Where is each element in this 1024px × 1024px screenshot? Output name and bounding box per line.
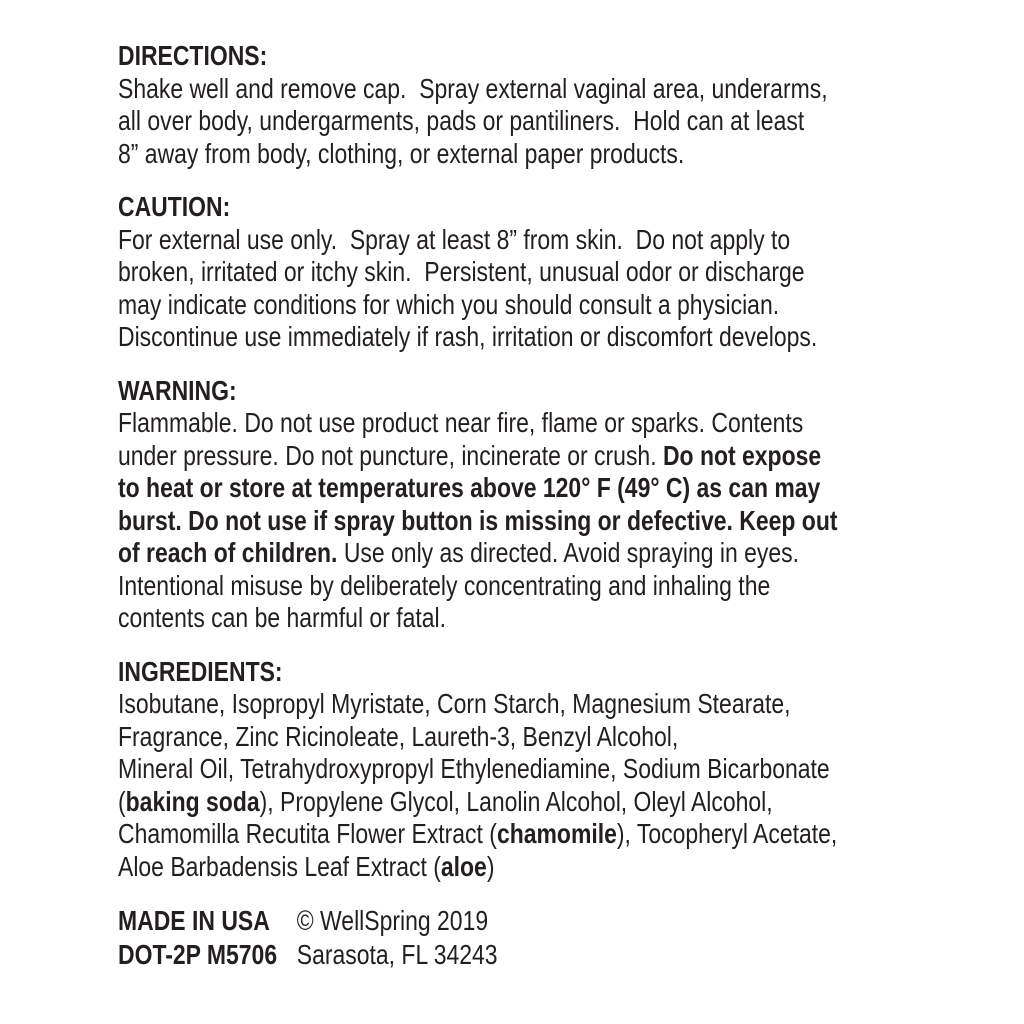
text-segment: Shake well and remove cap. Spray external vaginal area, underarms,: [118, 72, 828, 104]
copyright-text: © WellSpring 2019: [296, 905, 489, 936]
text-line: [118, 256, 1024, 289]
product-label: [118, 40, 1024, 972]
footer-row: [118, 904, 1024, 938]
text-segment: For external use only. Spray at least 8” from skin. Do not apply to: [118, 223, 791, 255]
dot-code-label: DOT-2P M5706: [118, 939, 278, 970]
text-line: [118, 289, 1024, 322]
text-line: [118, 602, 1024, 635]
section-warning: [118, 375, 1024, 635]
text-line: [118, 505, 1024, 538]
text-segment: Mineral Oil, Tetrahydroxypropyl Ethylenediamine, Sodium Bicarbonate: [118, 753, 830, 784]
text-segment: 8” away from body, clothing, or external paper products.: [118, 137, 685, 169]
text-line: [118, 786, 1024, 819]
text-segment: (: [118, 785, 126, 817]
text-segment: Discontinue use immediately if rash, irritation or discomfort develops.: [118, 321, 818, 352]
text-line: [118, 851, 1024, 884]
text-segment: under pressure. Do not puncture, incinerate or crush.: [118, 439, 663, 471]
footer: [118, 904, 1024, 972]
text-line: [118, 570, 1024, 603]
text-line: [118, 537, 1024, 570]
text-segment: Chamomilla Recutita Flower Extract (: [118, 818, 497, 849]
text-line: [118, 753, 1024, 786]
text-segment: Flammable. Do not use product near fire, flame or sparks. Contents: [118, 407, 804, 438]
text-line: [118, 407, 1024, 440]
made-in-usa-label: MADE IN USA: [118, 905, 270, 936]
bold-text-segment: burst. Do not use if spray button is missing or defective. Keep out: [118, 504, 838, 536]
text-line: [118, 721, 1024, 754]
text-line: [118, 688, 1024, 721]
text-segment: broken, irritated or itchy skin. Persistent, unusual odor or discharge: [118, 256, 805, 287]
bold-text-segment: of reach of children.: [118, 537, 344, 568]
warning-heading: WARNING:: [118, 374, 237, 406]
text-segment: Isobutane, Isopropyl Myristate, Corn Starch, Magnesium Stearate,: [118, 688, 791, 719]
text-line: [118, 440, 1024, 473]
city-state-zip-text: Sarasota, FL 34243: [296, 939, 498, 970]
text-segment: may indicate conditions for which you should consult a physician.: [118, 288, 780, 320]
text-line: [118, 105, 1024, 138]
text-segment: contents can be harmful or fatal.: [118, 602, 446, 633]
bold-text-segment: chamomile: [496, 818, 617, 849]
section-directions: [118, 40, 1024, 170]
text-segment: Fragrance, Zinc Ricinoleate, Laureth-3, Benzyl Alcohol,: [118, 720, 679, 752]
directions-heading: DIRECTIONS:: [118, 40, 268, 71]
text-segment: Intentional misuse by deliberately concentrating and inhaling the: [118, 569, 771, 601]
caution-heading: CAUTION:: [118, 191, 231, 222]
text-segment: all over body, undergarments, pads or pantiliners. Hold can at least: [118, 105, 805, 136]
text-segment: Use only as directed. Avoid spraying in eyes.: [343, 537, 800, 568]
text-line: [118, 138, 1024, 171]
text-line: [118, 224, 1024, 257]
text-line: [118, 73, 1024, 106]
text-segment: ), Tocopheryl Acetate,: [616, 818, 838, 849]
bold-text-segment: to heat or store at temperatures above 120° F (49° C) as can may: [118, 472, 821, 503]
ingredients-heading: INGREDIENTS:: [118, 655, 283, 687]
text-segment: ), Propylene Glycol, Lanolin Alcohol, Oleyl Alcohol,: [259, 785, 773, 817]
bold-text-segment: aloe: [440, 850, 487, 882]
text-line: [118, 818, 1024, 851]
bold-text-segment: baking soda: [125, 785, 260, 817]
text-line: [118, 472, 1024, 505]
section-caution: [118, 191, 1024, 354]
bold-text-segment: Do not expose: [662, 439, 822, 471]
text-segment: ): [486, 850, 495, 882]
section-ingredients: [118, 656, 1024, 884]
footer-row: [118, 938, 1024, 972]
text-line: [118, 321, 1024, 354]
text-segment: Aloe Barbadensis Leaf Extract (: [118, 850, 441, 882]
